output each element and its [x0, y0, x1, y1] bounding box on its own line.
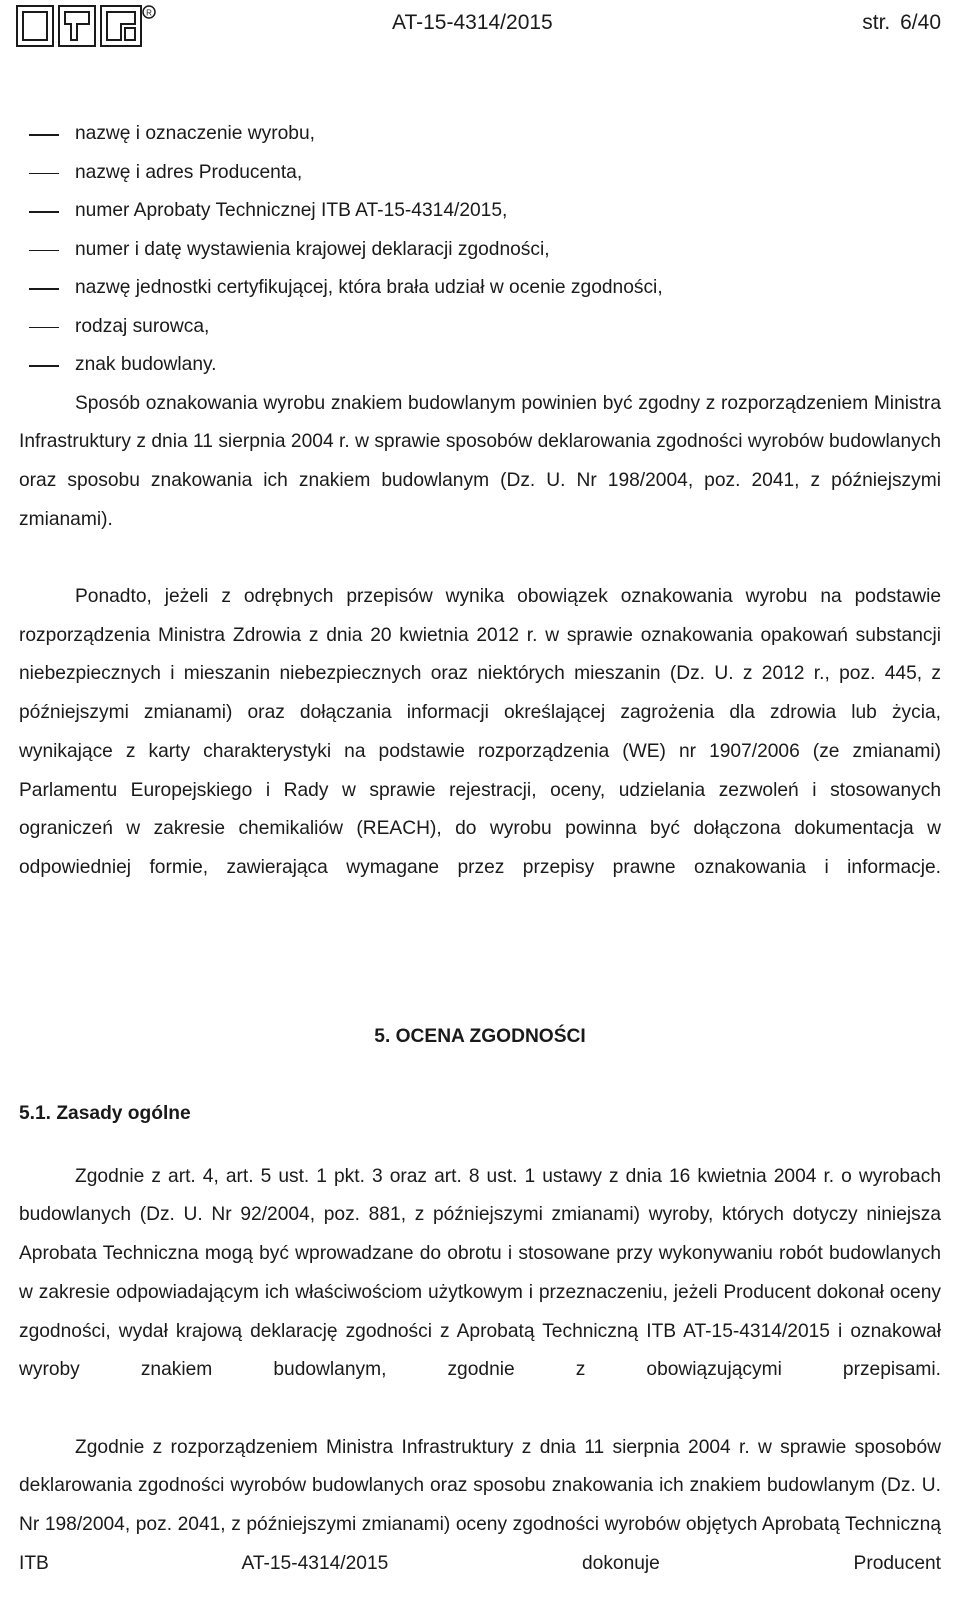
- list-item: nazwę jednostki certyfikującej, która brała udział w ocenie zgodności,: [19, 269, 941, 308]
- page-prefix: str.: [862, 11, 891, 34]
- page-header: [0, 0, 960, 52]
- list-item: nazwę i oznaczenie wyrobu,: [19, 115, 941, 154]
- dash-icon: [29, 134, 59, 136]
- subsection-title: 5.1. Zasady ogólne: [19, 1103, 191, 1125]
- paragraph-general-rules: Zgodnie z art. 4, art. 5 ust. 1 pkt. 3 oraz art. 8 ust. 1 ustawy z dnia 16 kwietnia 2004 r. o wyrobach budowlanych (Dz. U. Nr 92/2004, poz. 881, z późniejszymi zmianami) wyroby, których dotyczy niniejsza Aprobata Techniczna mogą być wprowadzane do obrotu i stosowane przy wykonywaniu robót budowlanych w zakresie odpowiadającym ich właściwościom użytkowym i przeznaczeniu, jeżeli Producent dokonał oceny zgodności, wydał krajową deklarację zgodności z Aprobatą Techniczną ITB AT-15-4314/2015 i oznakował wyroby znakiem budowlanym, zgodnie z obowiązującymi przepisami.: [19, 1165, 941, 1381]
- dash-icon: [29, 250, 59, 252]
- paragraph-marking-method: Sposób oznakowania wyrobu znakiem budowlanym powinien być zgodny z rozporządzeniem Ministra Infrastruktury z dnia 11 sierpnia 2004 r. w sprawie sposobów deklarowania zgodności wyrobów budowlanych oraz sposobu znakowania ich znakiem budowlanym (Dz. U. Nr 198/2004, poz. 2041, z późniejszymi zmianami).: [19, 392, 941, 530]
- itb-logo-icon: [16, 4, 156, 50]
- paragraph-conformity-assessment: Zgodnie z rozporządzeniem Ministra Infrastruktury z dnia 11 sierpnia 2004 r. w sprawie sposobów deklarowania zgodności wyrobów budowlanych oraz sposobu znakowania ich znakiem budowlanym (Dz. U. Nr 198/2004, poz. 2041, z późniejszymi zmianami) oceny zgodności wyrobów objętych Aprobatą Techniczną ITB AT-15-4314/2015 dokonuje Producent: [19, 1436, 941, 1574]
- section-title: 5. OCENA ZGODNOŚCI: [374, 1026, 586, 1048]
- page-count: 6/40: [900, 11, 941, 34]
- dash-icon: [29, 173, 59, 175]
- list-item: nazwę i adres Producenta,: [19, 154, 941, 193]
- list-item: rodzaj surowca,: [19, 308, 941, 347]
- document-id: AT-15-4314/2015: [392, 11, 553, 34]
- page-number: [858, 11, 941, 35]
- spacer: [19, 1057, 941, 1095]
- list-item: numer i datę wystawienia krajowej deklaracji zgodności,: [19, 231, 941, 270]
- svg-text:R: R: [146, 8, 152, 18]
- dash-icon: [29, 288, 59, 290]
- list-item: znak budowlany.: [19, 346, 941, 385]
- spacer: [19, 1134, 941, 1158]
- dash-icon: [29, 327, 59, 329]
- dash-icon: [29, 211, 59, 213]
- page-content: [19, 115, 941, 1622]
- itb-logo: [16, 4, 156, 55]
- spacer: [19, 926, 941, 1018]
- dash-icon: [29, 365, 59, 367]
- list-item: numer Aprobaty Technicznej ITB AT-15-4314/2015,: [19, 192, 941, 231]
- marking-list: [19, 115, 941, 385]
- paragraph-hazard-info: Ponadto, jeżeli z odrębnych przepisów wynika obowiązek oznakowania wyrobu na podstawie rozporządzenia Ministra Zdrowia z dnia 20 kwietnia 2012 r. w sprawie oznakowania opakowań substancji niebezpiecznych i mieszanin niebezpiecznych oraz niektórych mieszanin (Dz. U. z 2012 r., poz. 445, z późniejszymi zmianami) oraz dołączania informacji określającej zagrożenia dla zdrowia lub życia, wynikające z karty charakterystyki na podstawie rozporządzenia (WE) nr 1907/2006 (ze zmianami) Parlamentu Europejskiego i Rady w sprawie rejestracji, oceny, udzielania zezwoleń i stosowanych ograniczeń w zakresie chemikaliów (REACH), do wyrobu powinna być dołączona dokumentacja w odpowiedniej formie, zawierająca wymagane przez przepisy prawne oznakowania i informacje.: [19, 586, 941, 878]
